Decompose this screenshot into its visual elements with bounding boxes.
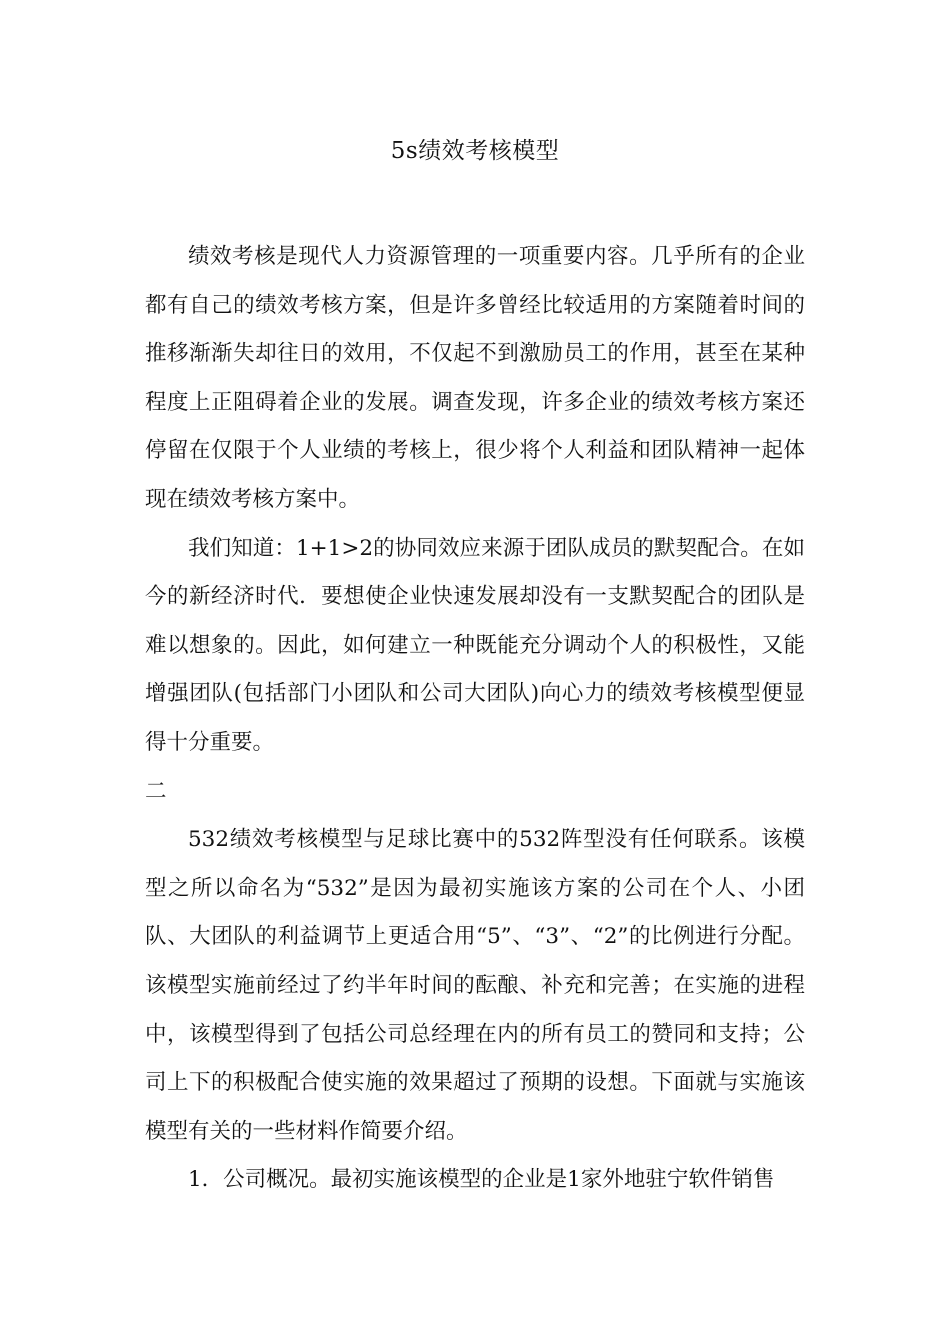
document-body [145, 233, 805, 1205]
section-heading: 二 [145, 778, 167, 804]
paragraph-model: 532绩效考核模型与足球比赛中的532阵型没有任何联系。该模型之所以命名为“532”是因为最初实施该方案的公司在个人、小团队、大团队的利益调节上更适合用“5”、“3”、“2”的比例进行分配。该模型实施前经过了约半年时间的酝酿、补充和完善；在实施的进程中，该模型得到了包括公司总经理在内的所有员工的赞同和支持；公司上下的积极配合使实施的效果超过了预期的设想。下面就与实施该模型有关的一些材料作简要介绍。 [145, 827, 805, 1144]
paragraph-synergy: 我们知道：1+1>2的协同效应来源于团队成员的默契配合。在如今的新经济时代．要想使企业快速发展却没有一支默契配合的团队是难以想象的。因此，如何建立一种既能充分调动个人的积极性，又能增强团队(包括部门小团队和公司大团队)向心力的绩效考核模型便显得十分重要。 [145, 535, 805, 755]
paragraph-company-overview: 1．公司概况。最初实施该模型的企业是1家外地驻宁软件销售 [188, 1167, 775, 1193]
document-title: 5s绩效考核模型 [390, 138, 560, 164]
paragraph-intro: 绩效考核是现代人力资源管理的一项重要内容。几乎所有的企业都有自己的绩效考核方案，但是许多曾经比较适用的方案随着时间的推移渐渐失却往日的效用，不仅起不到激励员工的作用，甚至在某种程度上正阻碍着企业的发展。调查发现，许多企业的绩效考核方案还停留在仅限于个人业绩的考核上，很少将个人利益和团队精神一起体现在绩效考核方案中。 [145, 244, 805, 512]
